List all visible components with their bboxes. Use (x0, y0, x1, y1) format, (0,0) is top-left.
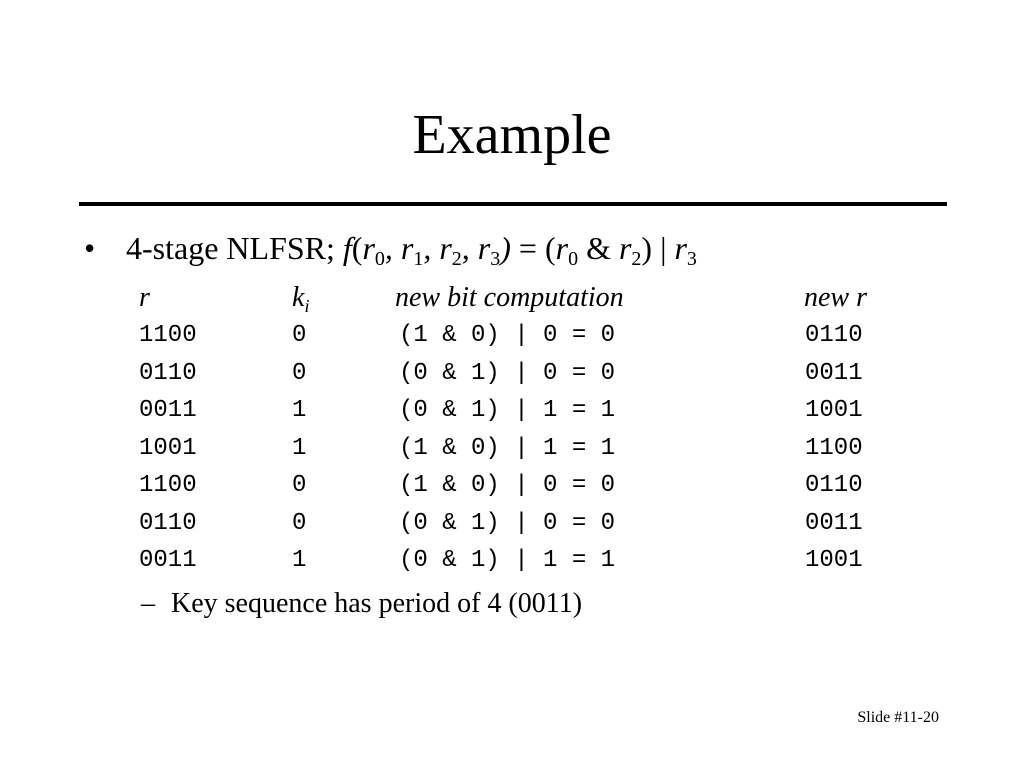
table-row (0, 433, 1024, 471)
paren-close: ) (500, 230, 511, 266)
bullet-prefix: 4-stage NLFSR; (126, 230, 343, 266)
cell-computation: (0 & 1) | 1 = 1 (399, 547, 616, 574)
cell-r: 1100 (139, 322, 197, 349)
cell-k: 0 (292, 509, 307, 537)
cell-new-r: 0011 (805, 509, 863, 537)
sub-r1: 1 (413, 248, 424, 270)
var-r2: r (439, 230, 452, 266)
slide-number: Slide #11-20 (857, 709, 939, 726)
cell-new-r: 0110 (805, 322, 863, 349)
cell-new-r: 1001 (805, 397, 863, 424)
table-row (0, 320, 1024, 358)
cell-computation: (0 & 1) | 0 = 0 (399, 509, 616, 537)
cell-r: 1001 (139, 434, 197, 462)
sub-r3: 3 (490, 248, 501, 270)
rhs-sub-r3: 3 (686, 248, 697, 270)
table-row (0, 358, 1024, 396)
header-r: r (139, 282, 150, 313)
var-r1: r (400, 230, 414, 266)
cell-r: 1100 (139, 472, 197, 499)
paren-open: ( (351, 230, 363, 266)
cell-new-r: 1100 (805, 434, 863, 462)
table-row (0, 395, 1024, 433)
sep-1: , (384, 230, 401, 266)
cell-k: 1 (292, 434, 307, 462)
sub-bullet-marker: – (141, 588, 155, 619)
var-r3: r (477, 230, 491, 266)
cell-r: 0110 (139, 359, 197, 387)
cell-k: 0 (292, 472, 307, 499)
sub-r0: 0 (374, 248, 385, 270)
header-new-r: new r (804, 282, 867, 313)
rhs-var-r3: r (674, 230, 687, 266)
cell-k: 1 (292, 397, 307, 424)
cell-computation: (1 & 0) | 1 = 1 (399, 434, 616, 462)
header-k-sub: i (304, 296, 310, 316)
rhs-var-r0: r (555, 230, 569, 266)
table-row (0, 545, 1024, 583)
rhs-var-r2: r (618, 230, 632, 266)
cell-new-r: 0011 (805, 359, 863, 387)
cell-r: 0110 (139, 509, 197, 537)
cell-computation: (1 & 0) | 0 = 0 (399, 472, 616, 499)
pipe-operator: ) | (641, 230, 675, 266)
cell-k: 1 (292, 547, 307, 574)
cell-r: 0011 (139, 397, 197, 424)
cell-computation: (1 & 0) | 0 = 0 (399, 322, 616, 349)
table-body (0, 320, 1024, 583)
bullet-marker: • (84, 230, 96, 266)
function-f: f (342, 230, 352, 266)
table-row (0, 508, 1024, 546)
cell-computation: (0 & 1) | 0 = 0 (399, 359, 616, 387)
cell-r: 0011 (139, 547, 197, 574)
rhs-sub-r2: 2 (631, 248, 642, 270)
equals-sign: = ( (510, 230, 556, 266)
sub-bullet-text: Key sequence has period of 4 (0011) (171, 588, 583, 619)
header-computation: new bit computation (395, 282, 624, 313)
title-divider (79, 202, 947, 206)
slide-title: Example (412, 104, 612, 166)
ampersand: & (578, 230, 619, 266)
sep-2: , (423, 230, 440, 266)
cell-new-r: 0110 (805, 472, 863, 499)
sub-r2: 2 (451, 248, 462, 270)
header-k (292, 280, 309, 316)
rhs-sub-r0: 0 (568, 248, 579, 270)
table-row (0, 470, 1024, 508)
var-r0: r (362, 230, 375, 266)
header-k-var: k (292, 282, 305, 313)
cell-computation: (0 & 1) | 1 = 1 (399, 397, 616, 424)
cell-new-r: 1001 (805, 547, 863, 574)
cell-k: 0 (292, 322, 307, 349)
sep-3: , (461, 230, 478, 266)
bullet-text (126, 228, 697, 268)
cell-k: 0 (292, 359, 307, 387)
